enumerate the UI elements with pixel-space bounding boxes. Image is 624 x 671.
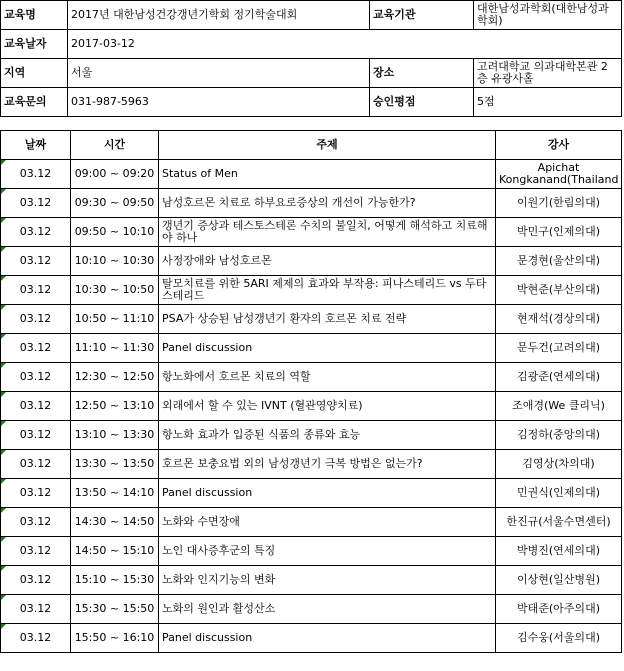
cell-marker-icon bbox=[1, 305, 6, 310]
row-time bbox=[71, 595, 159, 624]
row-topic bbox=[159, 305, 496, 334]
row-speaker-text: 김수웅(서울의대) bbox=[517, 631, 600, 644]
row-date-text: 03.12 bbox=[19, 573, 52, 586]
row-date bbox=[1, 479, 71, 508]
row-time-text: 15:30 ~ 15:50 bbox=[74, 602, 155, 615]
row-date-text: 03.12 bbox=[19, 602, 52, 615]
row-topic bbox=[159, 421, 496, 450]
row-topic-text: 남성호르몬 치료로 하부요로증상의 개선이 가능한가? bbox=[162, 196, 416, 209]
cell-marker-icon bbox=[1, 595, 6, 600]
table-row bbox=[1, 218, 622, 247]
row-time-text: 14:50 ~ 15:10 bbox=[74, 544, 155, 557]
table-row bbox=[1, 479, 622, 508]
row-speaker-text: 문두건(고려의대) bbox=[517, 341, 600, 354]
row-topic-text: 호르몬 보충요법 외의 남성갱년기 극복 방법은 없는가? bbox=[162, 457, 423, 470]
row-topic-text: 항노화에서 호르몬 치료의 역할 bbox=[162, 370, 311, 383]
cell-marker-icon bbox=[1, 334, 6, 339]
row-date-text: 03.12 bbox=[19, 283, 52, 296]
row-time bbox=[71, 189, 159, 218]
cell-marker-icon bbox=[1, 218, 6, 223]
row-speaker bbox=[496, 218, 622, 247]
cell-marker-icon bbox=[1, 566, 6, 571]
cell-marker-icon bbox=[1, 247, 6, 252]
row-topic bbox=[159, 479, 496, 508]
row-topic bbox=[159, 334, 496, 363]
table-row bbox=[1, 537, 622, 566]
row-topic-text: 탈모치료를 위한 5ARI 제제의 효과와 부작용: 피나스테리드 vs 두타스테리드 bbox=[162, 277, 487, 302]
row-date bbox=[1, 537, 71, 566]
row-speaker bbox=[496, 160, 622, 189]
row-speaker-text: 박태준(아주의대) bbox=[517, 602, 600, 615]
row-topic-text: 노화의 원인과 활성산소 bbox=[162, 602, 276, 615]
row-speaker-text: 한진규(서울수면센터) bbox=[506, 515, 611, 528]
row-date bbox=[1, 450, 71, 479]
row-topic-text: 항노화 효과가 입증된 식품의 종류와 효능 bbox=[162, 428, 361, 441]
row-topic-text: 노화와 인지기능의 변화 bbox=[162, 573, 276, 586]
row-topic-text: 갱년기 증상과 테스토스테론 수치의 불일치, 어떻게 해석하고 치료해야 하나 bbox=[162, 219, 488, 244]
row-speaker bbox=[496, 595, 622, 624]
row-speaker-text: 박민구(인제의대) bbox=[517, 225, 600, 238]
row-speaker-text: 김정하(중앙의대) bbox=[517, 428, 600, 441]
table-row bbox=[1, 247, 622, 276]
row-topic-text: 노화와 수면장애 bbox=[162, 515, 240, 528]
row-time-text: 09:00 ~ 09:20 bbox=[74, 167, 155, 180]
cell-marker-icon bbox=[1, 624, 6, 629]
row-topic bbox=[159, 537, 496, 566]
credit-label: 승인평점 bbox=[370, 88, 474, 117]
row-speaker bbox=[496, 363, 622, 392]
row-time bbox=[71, 537, 159, 566]
row-speaker bbox=[496, 421, 622, 450]
row-time-text: 12:30 ~ 12:50 bbox=[74, 370, 155, 383]
row-speaker-text: Apichat Kongkanand(Thailand bbox=[499, 161, 619, 186]
row-topic bbox=[159, 218, 496, 247]
header-topic: 주제 bbox=[159, 131, 496, 160]
row-speaker-text: 박현준(부산의대) bbox=[517, 283, 600, 296]
venue-label: 장소 bbox=[370, 59, 474, 88]
region: 서울 bbox=[68, 59, 370, 88]
course-date: 2017-03-12 bbox=[68, 30, 622, 59]
row-speaker-text: 민권식(인제의대) bbox=[517, 486, 600, 499]
row-date-text: 03.12 bbox=[19, 225, 52, 238]
table-row bbox=[1, 624, 622, 653]
row-date-text: 03.12 bbox=[19, 457, 52, 470]
row-speaker-text: 이원기(한림의대) bbox=[517, 196, 600, 209]
row-speaker bbox=[496, 508, 622, 537]
row-date bbox=[1, 160, 71, 189]
table-row bbox=[1, 421, 622, 450]
row-speaker bbox=[496, 276, 622, 305]
row-date-text: 03.12 bbox=[19, 399, 52, 412]
row-date bbox=[1, 247, 71, 276]
row-speaker-text: 김영상(차의대) bbox=[522, 457, 595, 470]
cell-marker-icon bbox=[1, 363, 6, 368]
info-row bbox=[1, 1, 622, 30]
row-speaker-text: 박병진(연세의대) bbox=[517, 544, 600, 557]
row-date-text: 03.12 bbox=[19, 167, 52, 180]
cell-marker-icon bbox=[1, 160, 6, 165]
row-time bbox=[71, 566, 159, 595]
row-date bbox=[1, 566, 71, 595]
contact-label: 교육문의 bbox=[1, 88, 68, 117]
table-row bbox=[1, 305, 622, 334]
row-date bbox=[1, 189, 71, 218]
row-time-text: 10:30 ~ 10:50 bbox=[74, 283, 155, 296]
row-date-text: 03.12 bbox=[19, 341, 52, 354]
row-speaker-text: 문경현(울산의대) bbox=[517, 254, 600, 267]
info-row bbox=[1, 59, 622, 88]
row-speaker bbox=[496, 566, 622, 595]
row-time-text: 15:10 ~ 15:30 bbox=[74, 573, 155, 586]
cell-marker-icon bbox=[1, 450, 6, 455]
row-date bbox=[1, 421, 71, 450]
row-topic bbox=[159, 363, 496, 392]
header-speaker: 강사 bbox=[496, 131, 622, 160]
row-speaker-text: 이상현(일산병원) bbox=[517, 573, 600, 586]
row-speaker-text: 김광준(연세의대) bbox=[517, 370, 600, 383]
row-time bbox=[71, 276, 159, 305]
institution-label: 교육기관 bbox=[370, 1, 474, 30]
cell-marker-icon bbox=[1, 479, 6, 484]
venue: 고려대학교 의과대학본관 2층 유광사홀 bbox=[474, 59, 622, 88]
table-row bbox=[1, 450, 622, 479]
course-info-table bbox=[0, 0, 622, 117]
row-speaker bbox=[496, 334, 622, 363]
row-date-text: 03.12 bbox=[19, 254, 52, 267]
row-topic bbox=[159, 392, 496, 421]
row-speaker bbox=[496, 305, 622, 334]
cell-marker-icon bbox=[1, 537, 6, 542]
row-speaker-text: 현재석(경상의대) bbox=[517, 312, 600, 325]
row-speaker bbox=[496, 189, 622, 218]
row-time bbox=[71, 160, 159, 189]
row-date-text: 03.12 bbox=[19, 515, 52, 528]
row-time bbox=[71, 247, 159, 276]
row-time-text: 13:10 ~ 13:30 bbox=[74, 428, 155, 441]
cell-marker-icon bbox=[1, 276, 6, 281]
row-topic-text: 외래에서 할 수 있는 IVNT (혈관영양치료) bbox=[162, 399, 363, 412]
cell-marker-icon bbox=[1, 508, 6, 513]
row-date-text: 03.12 bbox=[19, 631, 52, 644]
row-time bbox=[71, 624, 159, 653]
row-date bbox=[1, 276, 71, 305]
row-speaker bbox=[496, 537, 622, 566]
row-time-text: 09:30 ~ 09:50 bbox=[74, 196, 155, 209]
row-topic bbox=[159, 595, 496, 624]
row-time-text: 13:50 ~ 14:10 bbox=[74, 486, 155, 499]
row-date bbox=[1, 363, 71, 392]
row-time-text: 14:30 ~ 14:50 bbox=[74, 515, 155, 528]
table-row bbox=[1, 160, 622, 189]
row-topic bbox=[159, 189, 496, 218]
row-date bbox=[1, 305, 71, 334]
row-time bbox=[71, 508, 159, 537]
row-time-text: 10:10 ~ 10:30 bbox=[74, 254, 155, 267]
row-speaker bbox=[496, 624, 622, 653]
row-topic-text: 사정장애와 남성호르몬 bbox=[162, 254, 272, 267]
row-time bbox=[71, 479, 159, 508]
row-speaker bbox=[496, 450, 622, 479]
region-label: 지역 bbox=[1, 59, 68, 88]
row-topic-text: Panel discussion bbox=[162, 631, 253, 644]
row-topic-text: PSA가 상승된 남성갱년기 환자의 호르몬 치료 전략 bbox=[162, 312, 407, 325]
row-topic bbox=[159, 508, 496, 537]
row-topic bbox=[159, 276, 496, 305]
table-row bbox=[1, 595, 622, 624]
credit: 5점 bbox=[474, 88, 622, 117]
row-topic-text: Panel discussion bbox=[162, 341, 253, 354]
row-time-text: 15:50 ~ 16:10 bbox=[74, 631, 155, 644]
table-row bbox=[1, 392, 622, 421]
schedule-table bbox=[0, 130, 622, 653]
row-time bbox=[71, 334, 159, 363]
row-date-text: 03.12 bbox=[19, 370, 52, 383]
header-time: 시간 bbox=[71, 131, 159, 160]
row-date bbox=[1, 624, 71, 653]
row-topic-text: 노인 대사증후군의 특징 bbox=[162, 544, 276, 557]
row-topic bbox=[159, 450, 496, 479]
cell-marker-icon bbox=[1, 392, 6, 397]
row-time bbox=[71, 305, 159, 334]
row-topic bbox=[159, 566, 496, 595]
row-date-text: 03.12 bbox=[19, 428, 52, 441]
row-date-text: 03.12 bbox=[19, 544, 52, 557]
row-date bbox=[1, 334, 71, 363]
row-time-text: 09:50 ~ 10:10 bbox=[74, 225, 155, 238]
row-time-text: 11:10 ~ 11:30 bbox=[74, 341, 155, 354]
row-time bbox=[71, 450, 159, 479]
contact: 031-987-5963 bbox=[68, 88, 370, 117]
row-time-text: 10:50 ~ 11:10 bbox=[74, 312, 155, 325]
table-row bbox=[1, 566, 622, 595]
course-name: 2017년 대한남성건강갱년기학회 정기학술대회 bbox=[68, 1, 370, 30]
institution: 대한남성과학회(대한남성과학회) bbox=[474, 1, 622, 30]
header-date: 날짜 bbox=[1, 131, 71, 160]
table-row bbox=[1, 508, 622, 537]
row-date-text: 03.12 bbox=[19, 312, 52, 325]
row-time bbox=[71, 421, 159, 450]
row-topic-text: Status of Men bbox=[162, 167, 238, 180]
row-time bbox=[71, 218, 159, 247]
row-date bbox=[1, 218, 71, 247]
row-time-text: 12:50 ~ 13:10 bbox=[74, 399, 155, 412]
row-topic-text: Panel discussion bbox=[162, 486, 253, 499]
row-time bbox=[71, 363, 159, 392]
info-row bbox=[1, 88, 622, 117]
date-label: 교육날자 bbox=[1, 30, 68, 59]
row-topic bbox=[159, 160, 496, 189]
row-speaker bbox=[496, 479, 622, 508]
row-topic bbox=[159, 247, 496, 276]
table-row bbox=[1, 363, 622, 392]
table-row bbox=[1, 276, 622, 305]
course-name-label: 교육명 bbox=[1, 1, 68, 30]
schedule-header-row bbox=[1, 131, 622, 160]
row-date bbox=[1, 508, 71, 537]
cell-marker-icon bbox=[1, 189, 6, 194]
info-row bbox=[1, 30, 622, 59]
row-time bbox=[71, 392, 159, 421]
row-speaker-text: 조애경(We 클리닉) bbox=[512, 399, 605, 412]
row-speaker bbox=[496, 392, 622, 421]
row-date-text: 03.12 bbox=[19, 196, 52, 209]
row-date bbox=[1, 392, 71, 421]
row-speaker bbox=[496, 247, 622, 276]
row-time-text: 13:30 ~ 13:50 bbox=[74, 457, 155, 470]
table-row bbox=[1, 334, 622, 363]
row-date bbox=[1, 595, 71, 624]
table-row bbox=[1, 189, 622, 218]
row-date-text: 03.12 bbox=[19, 486, 52, 499]
row-topic bbox=[159, 624, 496, 653]
cell-marker-icon bbox=[1, 421, 6, 426]
